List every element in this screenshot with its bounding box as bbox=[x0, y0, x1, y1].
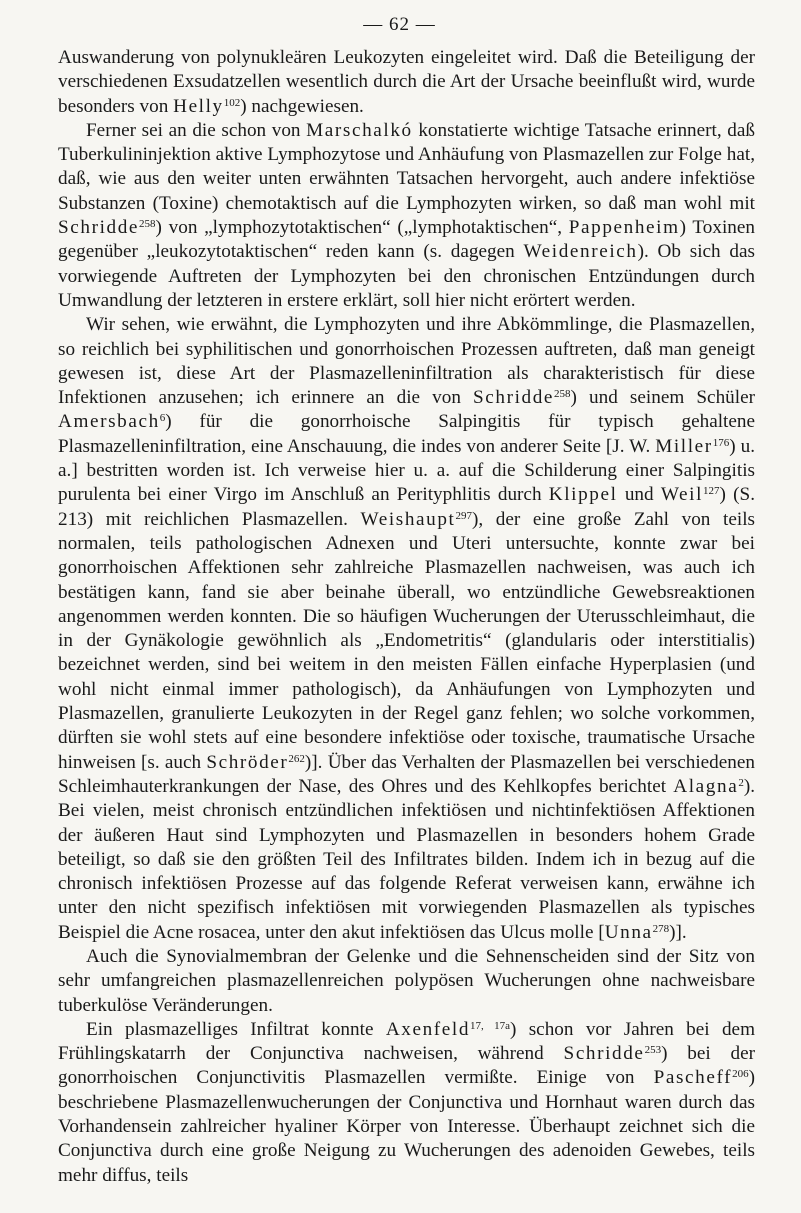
author-name: Miller bbox=[655, 435, 713, 457]
paragraph bbox=[58, 313, 755, 945]
author-name: Weishaupt bbox=[360, 508, 456, 530]
text-run: ) und seinem Schüler bbox=[570, 387, 755, 409]
author-name: Klippel bbox=[548, 484, 618, 506]
text-run: )]. Über das Verhalten der Plasmazellen bei verschiedenen Schleimhauterkrankungen der Nase, des Ohres und des Kehlkopfes berichtet bbox=[58, 751, 755, 797]
author-name: Pappenheim bbox=[568, 217, 680, 239]
footnote-reference: 297 bbox=[455, 509, 472, 522]
text-run: ) schon vor Jahren bei dem Frühlingskatarrh der Conjunctiva nachweisen, während bbox=[58, 1018, 755, 1065]
author-name: Alagna bbox=[673, 775, 739, 797]
paragraph bbox=[58, 46, 755, 119]
body-text bbox=[58, 46, 755, 1188]
author-name: Pascheff bbox=[653, 1067, 733, 1089]
footnote-reference: 127 bbox=[703, 485, 720, 498]
author-name: Helly bbox=[173, 95, 224, 117]
footnote-reference: 278 bbox=[652, 922, 670, 935]
text-run: ) von „lymphozytotaktischen“ („lymphotaktischen“, bbox=[155, 217, 569, 239]
text-run: ). Ob sich das vorwiegende Auftreten der Lymphozyten bei den chronischen Entzündungen durch Umwandlung der letzteren in erstere erklärt, soll hier nicht erörtert werden. bbox=[58, 241, 755, 311]
footnote-reference: 206 bbox=[732, 1068, 749, 1081]
paragraph bbox=[58, 119, 755, 313]
text-run: ) (S. 213) mit reichlichen Plasmazellen. bbox=[58, 484, 756, 530]
footnote-reference: 258 bbox=[139, 218, 156, 231]
footnote-reference: 262 bbox=[288, 752, 305, 765]
text-run: ), der eine große Zahl von teils normalen, teils pathologischen Adnexen und Uteri untersuchte, konnte zwar bei gonorrhoischen Affektionen sehr zahlreiche Plasmazellen nachweisen, was auch ich bestätigen kann, fand sie aber beinahe überall, wo entzündliche Gewebsreaktionen angenommen werden konnten. Die so häufigen Wucherungen der Uterusschleimhaut, die in der Gynäkologie gewöhnlich als „Endometritis“ (glandularis oder interstitialis) bezeichnet werden, sind bei weitem in den meisten Fällen einfache Hyperplasien (und wohl nicht einmal immer pathologisch), da Anhäufungen von Lymphozyten und Plasmazellen, granulierte Leukozyten in der Regel ganz fehlen; wo solche vorkommen, dürften sie wohl stets auf eine besondere infektiöse oder toxische, traumatische Ursache hinweisen [s. auch bbox=[58, 508, 756, 773]
author-name: Schröder bbox=[206, 751, 289, 773]
footnote-reference: 176 bbox=[712, 436, 730, 449]
text-run: Wir sehen, wie erwähnt, die Lymphozyten und ihre Abkömmlinge, die Plasmazellen, so reichlich bei syphilitischen und gonorrhoischen Prozessen auftreten, daß man geneigt gewesen ist, diese Art der Plasmazelleninfiltration als charakteristisch für diese Infektionen anzusehen; ich erinnere an die von bbox=[58, 314, 755, 409]
footnote-reference: 17, 17a bbox=[470, 1019, 510, 1032]
text-run: Auswanderung von polynukleären Leukozyten eingeleitet wird. Daß die Beteiligung der verschiedenen Exsudatzellen wesentlich durch die Art der Ursache beeinflußt wird, wurde besonders von bbox=[58, 47, 755, 117]
text-run: Ein plasmazelliges Infiltrat konnte bbox=[86, 1018, 386, 1040]
author-name: Schridde bbox=[563, 1043, 645, 1065]
text-run: ) nachgewiesen. bbox=[240, 95, 364, 117]
text-run: konstatierte wichtige Tatsache erinnert, daß Tuberkulininjektion aktive Lymphozytose und Anhäufung von Plasmazellen zur Folge hat, daß, wie aus den weiter unten erwähnten Tatsachen hervorgeht, auch andere infektiöse Substanzen (Toxine) chemotaktisch auf die Lymphozyten wirken, so daß man wohl mit bbox=[58, 119, 755, 214]
author-name: Amersbach bbox=[58, 411, 160, 433]
paragraph bbox=[58, 945, 755, 1018]
text-run: ) u. a.] bestritten worden ist. Ich verweise hier u. a. auf die Schilderung einer Salpingitis purulenta bei einer Virgo im Anschluß an Perityphlitis durch bbox=[58, 435, 756, 506]
paragraph bbox=[58, 1018, 755, 1188]
footnote-reference: 258 bbox=[554, 388, 571, 401]
text-run: ) bei der gonorrhoischen Conjunctivitis Plasmazellen vermißte. Einige von bbox=[58, 1043, 755, 1089]
author-name: Schridde bbox=[58, 217, 140, 239]
author-name: Unna bbox=[604, 921, 653, 943]
author-name: Weidenreich bbox=[523, 241, 638, 263]
page-number: — 62 — bbox=[363, 14, 436, 35]
text-run: ) Toxinen gegenüber „leukozytotaktischen“ reden kann (s. dagegen bbox=[58, 217, 755, 263]
text-run: ). Bei vielen, meist chronisch entzündlichen infektiösen und nichtinfektiösen Affektionen der äußeren Haut sind Lymphozyten und Plasmazellen in besonders hohem Grade beteiligt, so daß sie den größten Teil des Infiltrates bilden. Indem ich in bezug auf die chronisch infektiösen Prozesse auf das folgende Referat verweisen kann, erwähne ich unter den nicht spezifisch infektiösen mit vorwiegenden Plasmazellen als typisches Beispiel die Acne rosacea, unter den akut infektiösen das Ulcus molle [ bbox=[58, 775, 755, 943]
author-name: Schridde bbox=[473, 387, 555, 409]
text-run: und bbox=[617, 484, 661, 506]
text-run: ) beschriebene Plasmazellenwucherungen der Conjunctiva und Hornhaut waren durch das Vorhandensein zahlreicher hyaliner Körper von Interesse. Überhaupt zeichnet sich die Conjunctiva durch eine große Neigung zu Wucherungen des adenoiden Gewebes, teils mehr diffus, teils bbox=[58, 1067, 755, 1186]
text-run: ) für die gonorrhoische Salpingitis für typisch gehaltene Plasmazelleninfiltration, eine Anschauung, die indes von anderer Seite [J. W. bbox=[58, 411, 755, 457]
text-run: )]. bbox=[669, 921, 687, 943]
text-run: Ferner sei an die schon von bbox=[86, 119, 307, 141]
footnote-reference: 102 bbox=[223, 96, 241, 109]
footnote-reference: 6 bbox=[159, 412, 166, 425]
text-run: Auch die Synovialmembran der Gelenke und die Sehnenscheiden sind der Sitz von sehr umfangreichen plasmazellenreichen polypösen Wucherungen ohne nachweisbare tuberkulöse Veränderungen. bbox=[58, 945, 755, 1016]
author-name: Axenfeld bbox=[385, 1018, 471, 1040]
footnote-reference: 253 bbox=[644, 1044, 662, 1057]
footnote-reference: 2 bbox=[738, 776, 744, 789]
author-name: Marschalkó bbox=[306, 119, 413, 141]
author-name: Weil bbox=[660, 484, 704, 506]
